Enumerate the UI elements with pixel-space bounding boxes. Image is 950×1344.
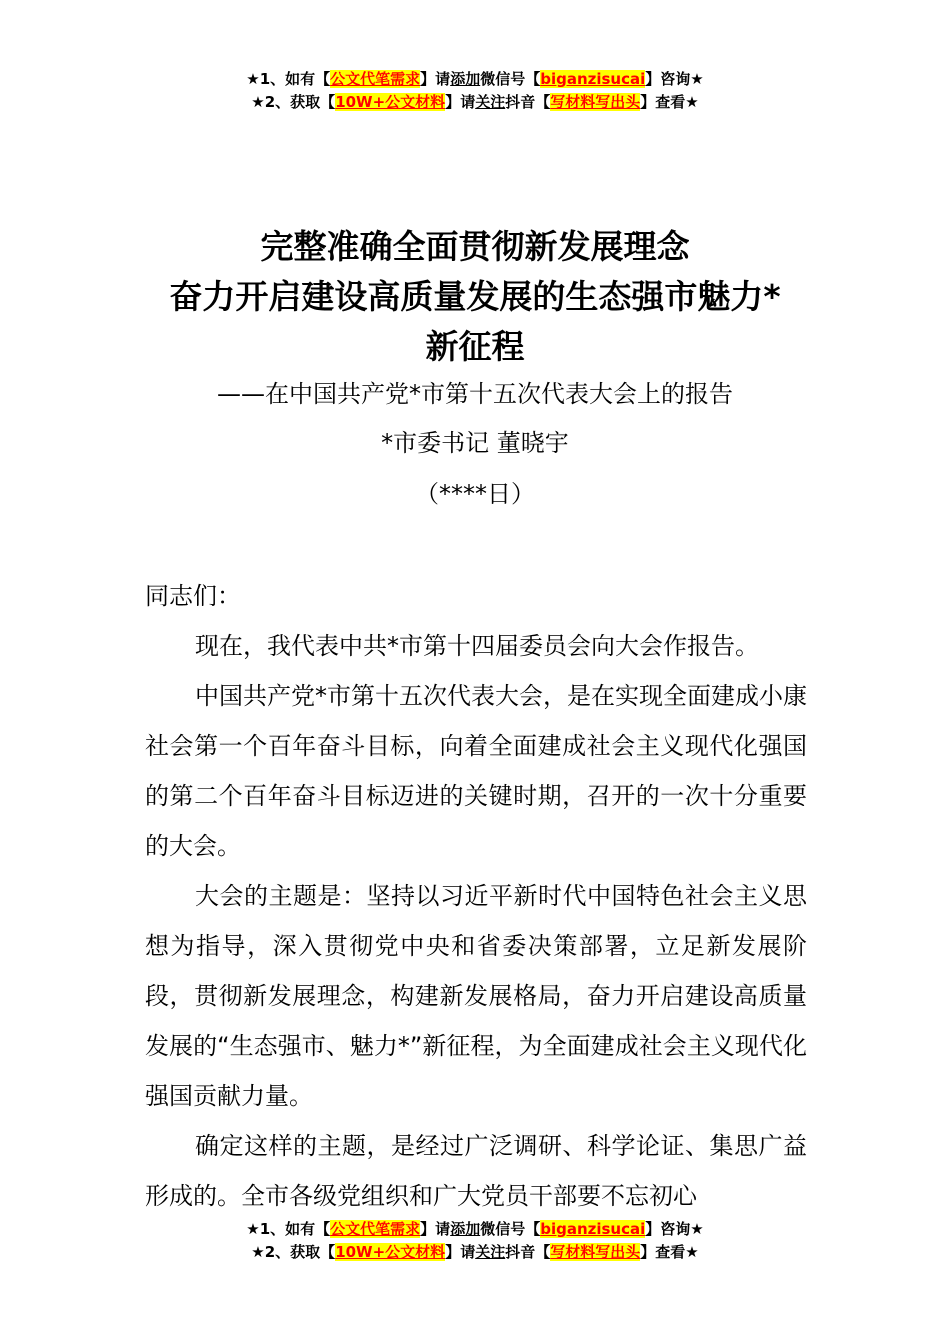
banner-highlight-materials: 10W+公文材料 (335, 93, 446, 111)
banner-highlight-douyin: 写材料写出头 (550, 93, 641, 111)
document-title (0, 222, 950, 372)
title-line-3: 新征程 (425, 327, 525, 366)
document-date: （****日） (415, 480, 535, 508)
banner-text: 】请 (420, 70, 451, 88)
banner-text: 微信号【 (480, 1220, 541, 1238)
banner-text: 】查看★ (640, 93, 699, 111)
banner-underlined-text: 添加 (450, 1220, 481, 1238)
banner-highlight-wechat: biganzisucai (540, 1220, 646, 1238)
banner-highlight-service: 公文代笔需求 (330, 1220, 421, 1238)
document-author: *市委书记 董晓宇 (381, 429, 569, 457)
banner-text: 】请 (445, 1243, 476, 1261)
banner-text: 微信号【 (480, 70, 541, 88)
banner-text: 】请 (420, 1220, 451, 1238)
paragraph: 中国共产党*市第十五次代表大会，是在实现全面建成小康社会第一个百年奋斗目标，向着全面建成社会主义现代化强国的第二个百年奋斗目标迈进的关键时期，召开的一次十分重要的大会。 (145, 682, 807, 860)
banner-highlight-materials: 10W+公文材料 (335, 1243, 446, 1261)
banner-text: 抖音【 (505, 1243, 551, 1261)
banner-text: ★1、如有【 (246, 1220, 331, 1238)
banner-text: 抖音【 (505, 93, 551, 111)
paragraph: 大会的主题是：坚持以习近平新时代中国特色社会主义思想为指导，深入贯彻党中央和省委决策部署，立足新发展阶段，贯彻新发展理念，构建新发展格局，奋力开启建设高质量发展的“生态强市、魅力*”新征程，为全面建成社会主义现代化强国贡献力量。 (145, 882, 807, 1110)
banner-text: 】咨询★ (645, 70, 704, 88)
banner-line-1 (0, 68, 950, 91)
banner-text: ★2、获取【 (251, 93, 336, 111)
document-subtitle: ——在中国共产党*市第十五次代表大会上的报告 (217, 380, 733, 408)
banner-text: ★1、如有【 (246, 70, 331, 88)
banner-highlight-douyin: 写材料写出头 (550, 1243, 641, 1261)
paragraph: 现在，我代表中共*市第十四届委员会向大会作报告。 (195, 632, 759, 660)
document-body (145, 571, 807, 1221)
banner-text: 】查看★ (640, 1243, 699, 1261)
footer-banner (0, 1218, 950, 1264)
banner-highlight-wechat: biganzisucai (540, 70, 646, 88)
paragraph: 确定这样的主题，是经过广泛调研、科学论证、集思广益形成的。全市各级党组织和广大党员干部要不忘初心 (145, 1132, 807, 1210)
salutation: 同志们： (145, 582, 241, 610)
banner-underlined-text: 关注 (475, 1243, 506, 1261)
banner-underlined-text: 添加 (450, 70, 481, 88)
banner-highlight-service: 公文代笔需求 (330, 70, 421, 88)
banner-text: ★2、获取【 (251, 1243, 336, 1261)
banner-text: 】咨询★ (645, 1220, 704, 1238)
banner-line-2 (0, 1241, 950, 1264)
banner-line-1 (0, 1218, 950, 1241)
title-line-2: 奋力开启建设高质量发展的生态强市魅力* (169, 277, 781, 316)
header-banner (0, 68, 950, 114)
banner-line-2 (0, 91, 950, 114)
banner-text: 】请 (445, 93, 476, 111)
banner-underlined-text: 关注 (475, 93, 506, 111)
title-line-1: 完整准确全面贯彻新发展理念 (260, 227, 690, 266)
